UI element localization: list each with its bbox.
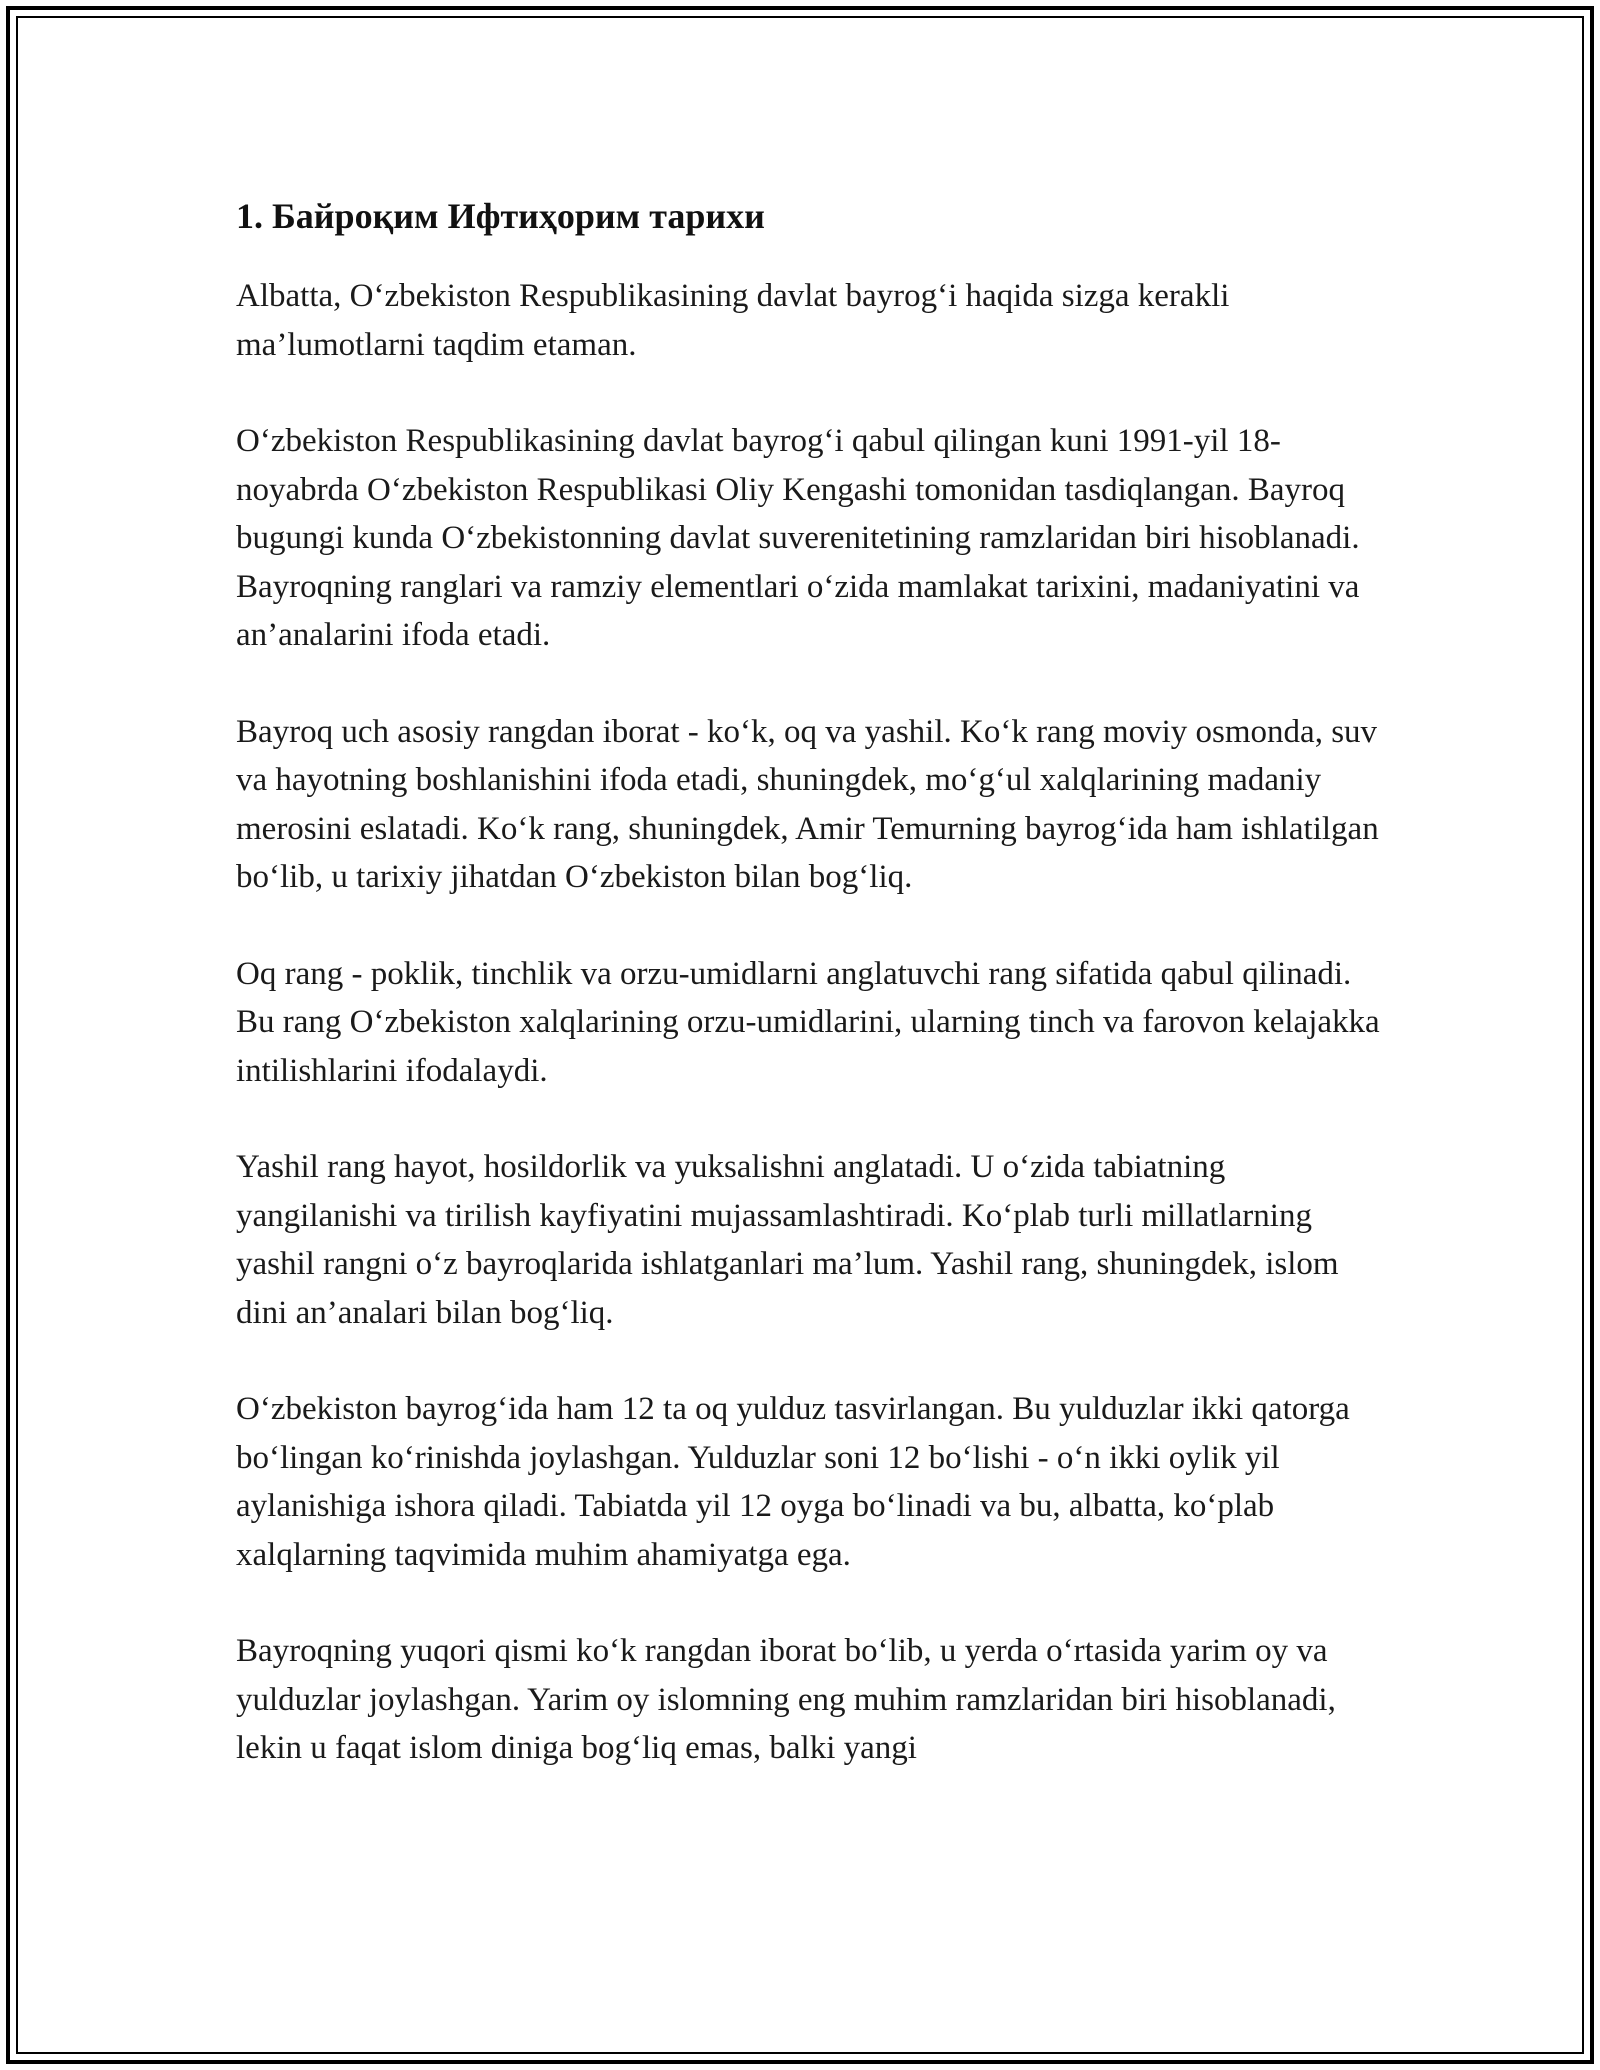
paragraph-stars: O‘zbekiston bayrog‘ida ham 12 ta oq yulduz tasvirlangan. Bu yulduzlar ikki qatorga bo‘lingan ko‘rinishda joylashgan. Yulduzlar soni 12 bo‘lishi - o‘n ikki oylik yil aylanishiga ishora qiladi. Tabiatda yil 12 oyga bo‘linadi va bu, albatta, ko‘plab xalqlarning taqvimida muhim ahamiyatga ega. [236,1391,1350,1573]
paragraph-green: Yashil rang hayot, hosildorlik va yuksalishni anglatadi. U o‘zida tabiatning yangilanishi va tirilish kayfiyatini mujassamlashtiradi. Ko‘plab turli millatlarning yashil rangni o‘z bayroqlarida ishlatganlari ma’lum. Yashil rang, shuningdek, islom dini an’analari bilan bog‘liq. [236,1149,1339,1331]
document-body [236,186,1386,1821]
paragraph-crescent: Bayroqning yuqori qismi ko‘k rangdan iborat bo‘lib, u yerda o‘rtasida yarim oy va yulduzlar joylashgan. Yarim oy islomning eng muhim ramzlaridan biri hisoblanadi, lekin u faqat islom diniga bog‘liq emas, balki yangi [236,1633,1336,1766]
document-title: 1. Байроқим Ифтиҳорим тарихи [236,196,765,236]
paragraph-intro: Albatta, O‘zbekiston Respublikasining davlat bayrog‘i haqida sizga kerakli ma’lumotlarni taqdim etaman. [236,278,1230,363]
paragraph-colors: Bayroq uch asosiy rangdan iborat - ko‘k, oq va yashil. Ko‘k rang moviy osmonda, suv va hayotning boshlanishini ifoda etadi, shuningdek, mo‘g‘ul xalqlarining madaniy merosini eslatadi. Ko‘k rang, shuningdek, Amir Temurning bayrog‘ida ham ishlatilgan bo‘lib, u tarixiy jihatdan O‘zbekiston bilan bog‘liq. [236,713,1379,895]
paragraph-white: Oq rang - poklik, tinchlik va orzu-umidlarni anglatuvchi rang sifatida qabul qilinadi. Bu rang O‘zbekiston xalqlarining orzu-umidlarini, ularning tinch va farovon kelajakka intilishlarini ifodalaydi. [236,955,1380,1089]
paragraph-adoption: O‘zbekiston Respublikasining davlat bayrog‘i qabul qilingan kuni 1991-yil 18-noyabrda O‘zbekiston Respublikasi Oliy Kengashi tomonidan tasdiqlangan. Bayroq bugungi kunda O‘zbekistonning davlat suverenitetining ramzlaridan biri hisoblanadi. Bayroqning ranglari va ramziy elementlari o‘zida mamlakat tarixini, madaniyatini va an’analarini ifoda etadi. [236,423,1360,653]
